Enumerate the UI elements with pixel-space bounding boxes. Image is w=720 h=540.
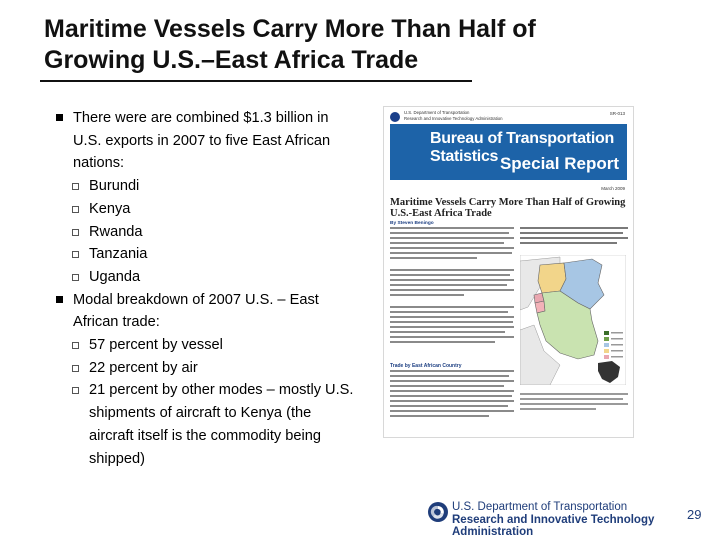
bullet-item: [56, 289, 356, 334]
bullet-text: There were are combined $1.3 billion in U.S. exports in 2007 to five East African nations:: [73, 110, 331, 172]
page-number: 29: [687, 507, 702, 522]
report-date: March 2009: [601, 186, 625, 191]
report-subhead: Trade by East African Country: [390, 363, 462, 369]
sub-bullet-item: [56, 243, 356, 266]
report-banner: [390, 124, 627, 180]
hollow-square-bullet-icon: [72, 229, 79, 236]
dot-triskelion-logo-icon: [428, 502, 448, 522]
footer-department: U.S. Department of Transportation: [452, 501, 628, 513]
slide-title-line-2: Growing U.S.–East Africa Trade: [44, 46, 419, 74]
report-thumbnail: [383, 106, 634, 438]
east-africa-map: [520, 255, 626, 385]
report-agency-line-1: U.S. Department of Transportation: [404, 110, 470, 115]
report-agency: [404, 110, 503, 121]
report-code: SR-013: [609, 111, 625, 116]
sub-bullet-item: [56, 379, 356, 470]
report-footnote: [520, 393, 628, 413]
hollow-square-bullet-icon: [72, 274, 79, 281]
report-banner-subtitle: Special Report: [499, 154, 619, 173]
footer-administration: Research and Innovative Technology Administration: [452, 514, 655, 538]
slide-title-line-1: Maritime Vessels Carry More Than Half of: [44, 15, 536, 43]
sub-bullet-item: [56, 221, 356, 244]
slide-title: [44, 14, 684, 76]
bullet-item: [56, 107, 356, 175]
square-bullet-icon: [56, 296, 63, 303]
bullet-text: Modal breakdown of 2007 U.S. – East African trade:: [73, 291, 319, 331]
report-agency-line-2: Research and Innovative Technology Administration: [404, 115, 503, 121]
hollow-square-bullet-icon: [72, 251, 79, 258]
sub-bullet-item: [56, 357, 356, 380]
sub-bullet-text: 21 percent by other modes – mostly U.S. shipments of aircraft to Kenya (the aircraft itself is the commodity being shipped): [89, 382, 354, 467]
hollow-square-bullet-icon: [72, 365, 79, 372]
sub-bullet-text: Tanzania: [89, 246, 148, 263]
title-underline: [40, 80, 472, 82]
sub-bullet-item: [56, 334, 356, 357]
hollow-square-bullet-icon: [72, 206, 79, 213]
report-banner-title: Bureau of Transportation Statistics: [430, 130, 614, 165]
sub-bullet-item: [56, 198, 356, 221]
hollow-square-bullet-icon: [72, 342, 79, 349]
square-bullet-icon: [56, 114, 63, 121]
sub-bullet-item: [56, 266, 356, 289]
report-body-text: [390, 227, 514, 346]
sub-bullet-text: 57 percent by vessel: [89, 337, 223, 354]
dot-logo-icon: [390, 112, 400, 122]
sub-bullet-text: Rwanda: [89, 223, 143, 240]
map-caption: [520, 227, 628, 247]
sub-bullet-text: Burundi: [89, 178, 140, 195]
report-body-text-2: [390, 370, 514, 420]
sub-bullet-text: Uganda: [89, 268, 141, 285]
sub-bullet-text: Kenya: [89, 200, 131, 217]
sub-bullet-item: [56, 175, 356, 198]
bullet-list: [56, 107, 356, 470]
report-title: Maritime Vessels Carry More Than Half of Growing U.S.-East Africa Trade: [390, 197, 626, 219]
hollow-square-bullet-icon: [72, 183, 79, 190]
sub-bullet-text: 22 percent by air: [89, 359, 198, 376]
report-author: By Steven Beningo: [390, 221, 434, 226]
hollow-square-bullet-icon: [72, 387, 79, 394]
